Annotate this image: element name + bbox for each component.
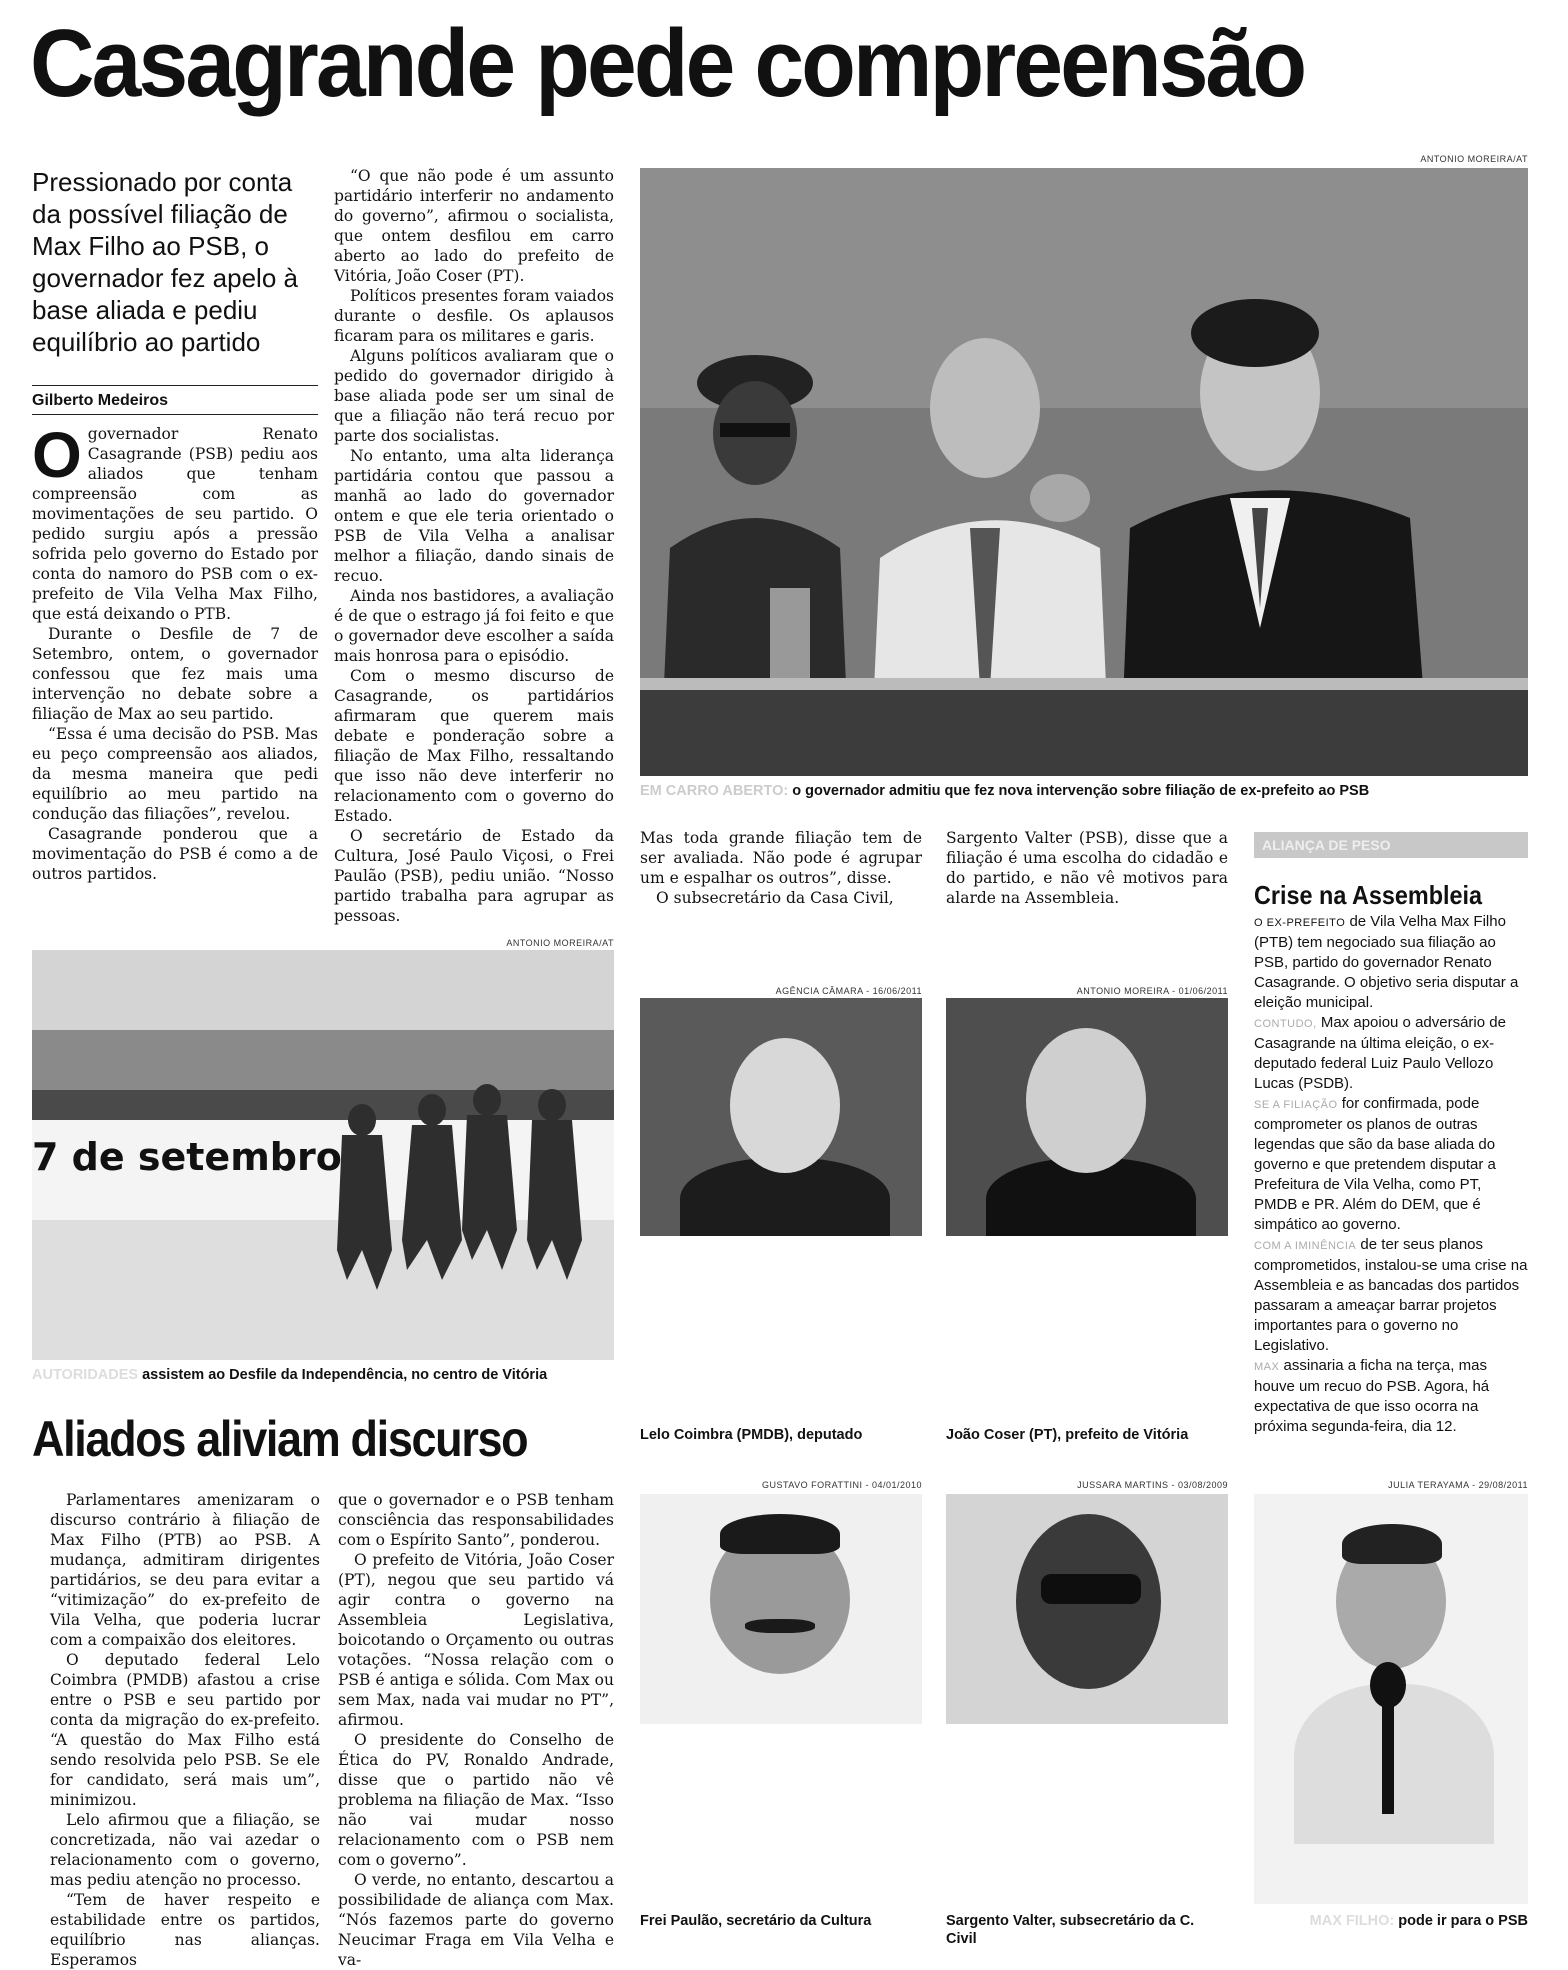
paragraph: No entanto, uma alta liderança partidária contou que passou a manhã ao lado do governador ontem e que ele teria orientado o PSB de Vila Velha a analisar melhor a filiação, dando sinais de recuo. <box>334 447 614 585</box>
microphone-handle <box>1382 1704 1394 1814</box>
sidebar-item <box>1254 1013 1528 1094</box>
photo-credit: ANTONIO MOREIRA/AT <box>506 938 614 948</box>
paragraph: Políticos presentes foram vaiados durante o desfile. Os aplausos ficaram para os militares e garis. <box>334 287 614 345</box>
sidebar-item <box>1254 1235 1528 1356</box>
parade-banner-text: 7 de setembro <box>32 1135 342 1179</box>
portrait-credit: GUSTAVO FORATTINI - 04/01/2010 <box>761 1480 922 1490</box>
paragraph: “Essa é uma decisão do PSB. Mas eu peço compreensão aos aliados, da mesma maneira que pedi equilíbrio ao meu partido na condução das filiações”, revelou. <box>32 725 318 823</box>
portrait-caption: João Coser (PT), prefeito de Vitória <box>946 1427 1189 1443</box>
portrait-photo-max-filho <box>1254 1494 1528 1904</box>
paragraph: Mas toda grande filiação tem de ser avaliada. Não pode é agrupar um e espalhar os outros”, disse. <box>640 829 922 887</box>
sidebar-text: de ter seus planos comprometidos, instalou-se uma crise na Assembleia e as bancadas dos partidos passaram a ameaçar barrar projetos importantes para o governo no Legislativo. <box>1254 1236 1528 1354</box>
caption-text: assistem ao Desfile da Independência, no centro de Vitória <box>142 1367 548 1383</box>
portrait-caption: Frei Paulão, secretário da Cultura <box>640 1913 872 1929</box>
portrait-hair <box>720 1514 840 1554</box>
paragraph: O presidente do Conselho de Ética do PV, Ronaldo Andrade, disse que o partido não vê problema na filiação de Max. “Isso não vai mudar nosso relacionamento com o PSB nem com o governo”. <box>338 1731 614 1869</box>
portrait-credit: ANTONIO MOREIRA - 01/06/2011 <box>1076 986 1228 996</box>
parade-photo-caption <box>32 1366 614 1384</box>
byline-rule <box>32 385 318 386</box>
portrait-credit: JUSSARA MARTINS - 03/08/2009 <box>1077 1480 1228 1490</box>
paragraph: “O que não pode é um assunto partidário interferir no andamento do governo”, afirmou o socialista, que ontem desfilou em carro aberto ao lado do prefeito de Vitória, João Coser (PT). <box>334 167 614 285</box>
portrait-credit: AGÊNCIA CÂMARA - 16/06/2011 <box>775 986 922 996</box>
sidebar-kicker: ALIANÇA DE PESO <box>1254 832 1528 858</box>
paragraph: O deputado federal Lelo Coimbra (PMDB) afastou a crise entre o PSB e seu partido por conta da migração do ex-prefeito. “A questão do Max Filho está sendo resolvida pelo PSB. Se ele for candidato, será mais um”, minimizou. <box>50 1651 320 1809</box>
byline: Gilberto Medeiros <box>32 392 169 409</box>
sidebar-lead: MAX <box>1254 1361 1280 1373</box>
paragraph: Com o mesmo discurso de Casagrande, os partidários afirmaram que querem mais debate e ponderação sobre a filiação de Max Filho, ressaltando que isso não deve interferir no relacionamento com o governo do Estado. <box>334 667 614 825</box>
portrait-face <box>730 1038 840 1173</box>
second-article-col2 <box>338 1490 614 1970</box>
sidebar-text: assinaria a ficha na terça, mas houve um recuo do PSB. Agora, há expectativa de que isso ocorra na próxima segunda-feira, dia 12. <box>1254 1357 1490 1435</box>
caption-text: o governador admitiu que fez nova intervenção sobre filiação de ex-prefeito ao PSB <box>792 783 1370 799</box>
main-photo-caption <box>640 782 1528 800</box>
main-article-col3 <box>640 828 922 908</box>
deck: Pressionado por conta da possível filiação de Max Filho ao PSB, o governador fez apelo à base aliada e pediu equilíbrio ao partido <box>32 167 298 357</box>
paragraph: Alguns políticos avaliaram que o pedido do governador dirigido à base aliada pode ser um sinal de que a filiação não terá recuo por parte dos socialistas. <box>334 347 614 445</box>
portrait-credit: JULIA TERAYAMA - 29/08/2011 <box>1388 1480 1528 1490</box>
main-article-col4 <box>946 828 1228 908</box>
paragraph: que o governador e o PSB tenham consciência das responsabilidades com o Espírito Santo”, ponderou. <box>338 1491 614 1549</box>
sidebar-body <box>1254 912 1528 1437</box>
sidebar-item <box>1254 912 1528 1013</box>
portrait-mustache <box>745 1619 815 1633</box>
main-photo-image <box>640 168 1528 776</box>
portrait-glasses <box>1041 1574 1141 1604</box>
paragraph: Ainda nos bastidores, a avaliação é de que o estrago já foi feito e que o governador deve escolher a saída mais honrosa para o episódio. <box>334 587 614 665</box>
microphone-icon <box>1370 1662 1406 1708</box>
sidebar-text: for confirmada, pode comprometer os planos de outras legendas que são da base aliada do governo e que pretendem disputar a Prefeitura de Vila Velha, como PT, PMDB e PR. Além do DEM, que é simpático ao governo. <box>1254 1095 1496 1233</box>
main-photo <box>640 168 1528 776</box>
paragraph: Durante o Desfile de 7 de Setembro, ontem, o governador confessou que fez mais uma intervenção no debate sobre a filiação de Max ao seu partido. <box>32 625 318 723</box>
byline-rule-bottom <box>32 414 318 415</box>
sidebar-text: Max apoiou o adversário de Casagrande na última eleição, o ex-deputado federal Luiz Paulo Vellozo Lucas (PSDB). <box>1254 1014 1506 1092</box>
sidebar-lead: SE A FILIAÇÃO <box>1254 1099 1338 1111</box>
drop-cap: O <box>32 419 82 491</box>
paragraph: Parlamentares amenizaram o discurso contrário à filiação de Max Filho (PTB) ao PSB. A mudança, admitiram dirigentes partidários, se deu para evitar a “vitimização” do ex-prefeito de Vila Velha, que poderia lucrar com a compaixão dos eleitores. <box>50 1491 320 1649</box>
caption-lead-faded: MAX FILHO: <box>1309 1913 1395 1929</box>
portrait-photo-joao-coser <box>946 998 1228 1236</box>
portrait-caption: Lelo Coimbra (PMDB), deputado <box>640 1427 863 1443</box>
portrait-photo-frei-paulao <box>640 1494 922 1724</box>
paragraph: O verde, no entanto, descartou a possibilidade de aliança com Max. “Nós fazemos parte do governo Neucimar Fraga em Vila Velha e va- <box>338 1871 614 1969</box>
caption-lead-faded: EM CARRO ABERTO: <box>640 783 789 799</box>
portrait-face <box>1026 1028 1146 1173</box>
sidebar-lead: CONTUDO, <box>1254 1018 1317 1030</box>
portrait-photo-sargento-valter <box>946 1494 1228 1724</box>
paragraph: O prefeito de Vitória, João Coser (PT), negou que seu partido vá agir contra o governo na Assembleia Legislativa, boicotando o Orçamento ou outras votações. “Nossa relação com o PSB é antiga e sólida. Com Max ou sem Max, nada vai mudar no PT”, afirmou. <box>338 1551 614 1729</box>
paragraph: governador Renato Casagrande (PSB) pediu aos aliados que tenham compreensão com as movimentações de seu partido. O pedido surgiu após a pressão sofrida pelo governo do Estado por conta do namoro do PSB com o ex-prefeito de Vila Velha Max Filho, que está deixando o PTB. <box>32 425 318 623</box>
sidebar-text: de Vila Velha Max Filho (PTB) tem negociado sua filiação ao PSB, partido do governador Renato Casagrande. O objetivo seria disputar a eleição municipal. <box>1254 913 1519 1011</box>
portrait-photo-lelo-coimbra <box>640 998 922 1236</box>
sidebar-item <box>1254 1094 1528 1235</box>
paragraph: O secretário de Estado da Cultura, José Paulo Viçosi, o Frei Paulão (PSB), pediu união. “Nosso partido trabalha para agrupar as pessoas. <box>334 827 614 925</box>
second-article-col1 <box>50 1490 320 1970</box>
second-headline: Aliados aliviam discurso <box>32 1411 528 1467</box>
headline: Casagrande pede compreensão <box>30 10 1305 117</box>
paragraph: Sargento Valter (PSB), disse que a filiação é uma escolha do cidadão e do partido, e não vê motivos para alarde na Assembleia. <box>946 829 1228 907</box>
paragraph: O subsecretário da Casa Civil, <box>656 889 894 907</box>
paragraph: Casagrande ponderou que a movimentação do PSB é como a de outros partidos. <box>32 825 318 883</box>
portrait-caption: Sargento Valter, subsecretário da C. Civil <box>946 1913 1195 1947</box>
caption-lead-faded: AUTORIDADES <box>32 1367 139 1383</box>
portrait-body <box>1294 1684 1494 1844</box>
photo-credit: ANTONIO MOREIRA/AT <box>1420 154 1528 164</box>
main-article-col2 <box>334 166 614 926</box>
main-article-col1 <box>32 419 318 884</box>
caption-text: pode ir para o PSB <box>1398 1913 1528 1929</box>
sidebar-title: Crise na Assembleia <box>1254 880 1483 910</box>
paragraph: “Tem de haver respeito e estabilidade entre os partidos, equilíbrio nas alianças. Esperamos <box>50 1891 320 1969</box>
sidebar-lead: COM A IMINÊNCIA <box>1254 1240 1357 1252</box>
sidebar-item <box>1254 1356 1528 1437</box>
portrait-hair <box>1342 1524 1442 1564</box>
portrait-caption <box>1254 1912 1528 1930</box>
sidebar-lead: O EX-PREFEITO <box>1254 917 1346 929</box>
paragraph: Lelo afirmou que a filiação, se concretizada, não vai azedar o relacionamento com o governo, mas pediu atenção no processo. <box>50 1811 320 1889</box>
